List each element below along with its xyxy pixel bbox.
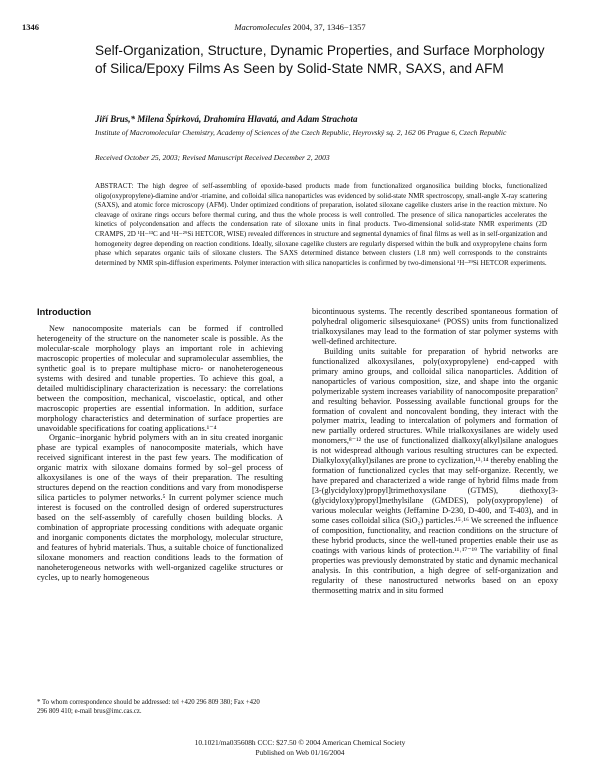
affiliation: Institute of Macromolecular Chemistry, Academy of Sciences of the Czech Republic, Heyrovský sq. 2, 162 06 Prague 6, Czech Republic — [95, 128, 507, 137]
paragraph: New nanocomposite materials can be formed if controlled heterogeneity of the structure on the nanometer scale is possible. As the molecular-scale morphology plays an important role in achieving macroscopic properties of molecular and supramolecular assemblies, the synthetic goal is to prepare multiphase micro- or nanoheterogeneous systems with desired and tunable properties. To achieve this goal, a detailed multidisciplinary characterization is necessary: the correlations between the composition, mechanical, viscoelastic, optical, and other macroscopic properties are essential information. In addition, surface morphology characteristics and determination of surface properties are unavoidable specifications for coating applications.¹⁻⁴ — [37, 324, 283, 433]
page-number: 1346 — [22, 22, 39, 32]
paragraph: Organic−inorganic hybrid polymers with an in situ created inorganic phase are typical examples of nanocomposite materials, which have received significant interest in the past few years. The modification of organic matrix with siloxane domains formed by sol−gel process of alkoxysilanes is one of the ways of their preparation. The resulting structures depend on the reaction conditions and vary from monodisperse silica particles to polymer networks.⁵ In current polymer science much interest is focused on the controlled design of ordered superstructures based on the self-assembly of carefully chosen building blocks. A combination of appropriate processing conditions with adequate organic and inorganic components dictates the morphology, molecular structure, and features of hybrid materials. Thus, a suitable choice of functionalized siloxane monomers and reaction conditions leads to the formation of nanoheterogeneous networks with well-organized cagelike structures or cycles, up to nearly homogeneous — [37, 433, 283, 582]
section-heading-introduction: Introduction — [37, 307, 92, 317]
article-title: Self-Organization, Structure, Dynamic Properties, and Surface Morphology of Silica/Epoxy Films As Seen by Solid-State NMR, SAXS, and AFM — [95, 43, 545, 76]
journal-citation — [22, 22, 578, 32]
journal-volume-pages: 2004, 37, 1346−1357 — [292, 22, 366, 32]
running-header — [22, 22, 578, 34]
journal-name: Macromolecules — [234, 22, 291, 32]
left-column — [37, 307, 283, 583]
doi-copyright-line: 10.1021/ma035608h CCC: $27.50 © 2004 American Chemical Society — [194, 738, 406, 747]
received-dates: Received October 25, 2003; Revised Manuscript Received December 2, 2003 — [95, 153, 330, 162]
page-footer — [0, 738, 600, 758]
paragraph: bicontinuous systems. The recently described spontaneous formation of polyhedral oligomeric silsesquioxane⁶ (POSS) units from functionalized trialkoxysilanes may lead to the formation of star polymer systems with well-defined architecture. — [312, 307, 558, 346]
published-date-line: Published on Web 01/16/2004 — [255, 747, 345, 757]
correspondence-footnote: * To whom correspondence should be addressed: tel +420 296 809 380; Fax +420 296 809 410; e-mail brus@imc.cas.cz. — [37, 699, 260, 715]
author-list: Jiří Brus,* Milena Špírková, Drahomíra Hlavatá, and Adam Strachota — [95, 114, 358, 124]
abstract: ABSTRACT: The high degree of self-assembling of epoxide-based products made from functionalized organosilica building blocks, functionalized oligo(oxypropylene)-diamine and/or -triamine, and colloidal silica nanoparticles was evidenced by solid-state NMR spectroscopy, small-angle X-ray scattering (SAXS), and atomic force microscopy (AFM). Under optimized conditions of preparation, isolated siloxane cagelike clusters arise in the reaction mixture. No cleavage of oxirane rings occurs before thermal curing, and thus the whole process is well controlled. The presence of silica nanoparticles accelerates the kinetics of polycondensation and affects the condensation rate of siloxane units in final products. Two-dimensional solid-state NMR experiments (2D CRAMPS, 2D ¹H−¹³C and ¹H−²⁹Si HETCOR, WISE) revealed differences in structure and segmental dynamics of final films as well as in self-organization and homogeneity degree depending on reaction conditions. Ideally, siloxane cagelike clusters are regularly dispersed within the bulk and oxypropylene chains form phase which separates organic tails of siloxane clusters. The SAXS determined distance between clusters (1.8 nm) well corresponds to the constraints determined by NMR spin-diffusion experiments. Polymer interaction with silica nanoparticles is confirmed by two-dimensional ¹H−²⁹Si HETCOR experiments. — [95, 182, 547, 267]
paragraph: Building units suitable for preparation of hybrid networks are functionalized alkoxysilanes, poly(oxypropylene) end-capped with primary amino groups, and colloidal silica nanoparticles. Addition of nanoparticles of various composition, size, and shape into the organic polymerizable system increases variability of nanocomposite preparation⁷ and resulting behavior. Possessing available functional groups for the formation of covalent and noncovalent bonding, they interact with the polymer matrix, leading to intercalation of polymers and formation of new partially ordered structures. While trialkoxysilanes are widely used monomers,⁸⁻¹² the use of functionalized dialkoxy(alkyl)silane analogues is not widespread although various resulting structures can be expected. Dialkyloxy(alkyl)silanes are prone to cyclization,¹³˒¹⁴ thereby enabling the formation of functionalized cycles that may self-organize. Recently, we have prepared and characterized a wide range of hybrid films made from [3-(glycidyloxy)propyl]trimethoxysilane (GTMS), diethoxy[3-(glycidyloxy)propyl]methylsilane (GMDES), poly(oxypropylene) of various molecular weights (Jeffamine D-230, D-400, and T-403), and in some cases colloidal silica (SiO₂) particles.¹⁵˒¹⁶ We screened the influence of composition, functionality, and reaction conditions on the structure of these hybrid products, since the well-tuned properties enable their use as coatings with various kinds of protection.¹¹˒¹⁷⁻¹⁹ The variability of final properties was previously demonstrated by static and dynamic mechanical analysis. In this contribution, a high degree of self-organization and regularity of these nanostructured networks based on an epoxy thermosetting matrix and in situ formed — [312, 346, 558, 595]
right-column — [312, 307, 558, 596]
